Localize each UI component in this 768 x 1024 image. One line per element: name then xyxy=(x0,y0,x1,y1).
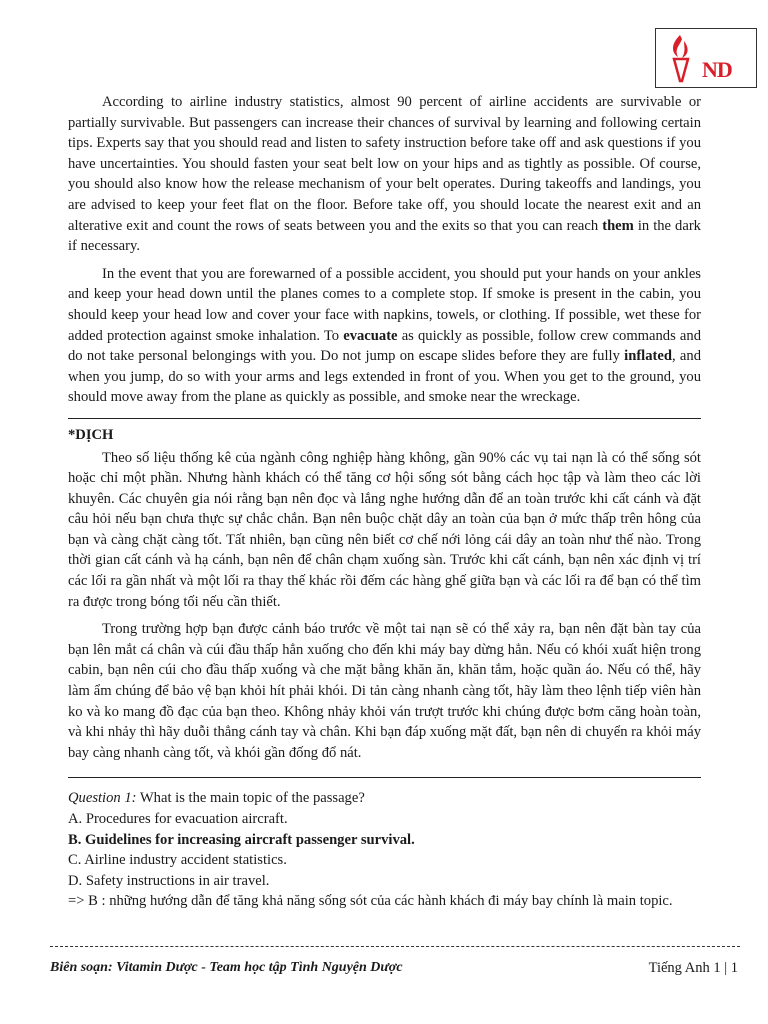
section-divider xyxy=(68,777,701,778)
keyword-inflated: inflated xyxy=(624,348,672,365)
option-a: A. Procedures for evacuation aircraft. xyxy=(68,811,288,827)
question-label: Question 1: xyxy=(68,790,137,807)
option-d: D. Safety instructions in air travel. xyxy=(68,872,270,889)
translation-heading: *DỊCH xyxy=(68,426,114,443)
keyword-them: them xyxy=(602,217,634,234)
logo xyxy=(655,28,757,88)
option-b-correct: B. Guidelines for increasing aircraft passenger survival. xyxy=(68,831,415,848)
passage-paragraph-2: In the event that you are forewarned of a possible accident, you should put your hands on your ankles and keep your head down until the planes comes to a complete stop. If smoke is present in the cabin, you should keep your head low and cover your face with napkins, towels, or clothing. If possible, wet these for added protection against smoke inhalation. To evacuate as quickly as possible, follow crew commands and do not take personal belongings with you. Do not jump on escape slides before they are fully inflated, and when you jump, do so with your arms and legs extended in front of you. When you get to the ground, you should move away from the plane as quickly as possible, and smoke near the wreckage. xyxy=(68,265,701,406)
logo-text: ND xyxy=(702,57,732,82)
keyword-evacuate: evacuate xyxy=(343,327,398,344)
translation-paragraph-1: Theo số liệu thống kê của ngành công nghiệp hàng không, gần 90% các vụ tai nạn là có thể sống sót hoặc chỉ một phần. Nhưng hành khách có thể tăng cơ hội sống sót bằng cách học tập và làm theo các lời khuyên. Các chuyên gia nói rằng bạn nên đọc và lắng nghe hướng dẫn để an toàn trước khi cất cánh và đặt câu hỏi nếu bạn chưa thực sự chắc chắn. Bạn nên buộc chặt dây an toàn của bạn ở mức thấp trên hông của bạn và càng chặt càng tốt. Tất nhiên, bạn cũng nên biết cơ chế nới lỏng cái dây an toàn như thế nào. Trong thời gian cất cánh và hạ cánh, bạn nên để chân chạm xuống sàn. Trước khi cất cánh, bạn nên xác định vị trí các lối ra gần nhất và một lối ra thay thế khác rồi đếm các hàng ghế giữa bạn và các lối ra để bạn có thể tìm ra được trong bóng tối nếu cần thiết. xyxy=(68,449,701,610)
footer-page-number: Tiếng Anh 1 | 1 xyxy=(648,960,738,976)
footer-divider xyxy=(50,946,740,947)
question-stem: Question 1: What is the main topic of the passage? xyxy=(68,790,365,807)
document-body xyxy=(68,92,701,912)
answer-explanation: => B : những hướng dẫn để tăng khả năng sống sót của các hành khách đi máy bay chính là main topic. xyxy=(68,893,673,910)
passage-paragraph-1: According to airline industry statistics, almost 90 percent of airline accidents are survivable or partially survivable. But passengers can increase their chances of survival by learning and following certain tips. Experts say that you should read and listen to safety instruction before take off and ask questions if you have uncertainties. You should fasten your seat belt low on your hips and as tightly as possible. Of course, you should also know how the release mechanism of your belt operates. During takeoffs and landings, you are advised to keep your feet flat on the floor. Before take off, you should locate the nearest exit and an alterative exit and count the rows of seats between you and the exits so that you can reach them in the dark if necessary. xyxy=(68,94,701,255)
footer-author: Biên soạn: Vitamin Dược - Team học tập Tình Nguyện Dược xyxy=(50,960,403,975)
translation-paragraph-2: Trong trường hợp bạn được cảnh báo trước về một tai nạn sẽ có thể xảy ra, bạn nên đặt bàn tay của bạn lên mắt cá chân và cúi đầu thấp hẳn xuống cho đến khi máy bay dừng hẳn. Nếu có khói xuất hiện trong cabin, bạn nên cúi cho đầu thấp xuống và che mặt bằng khăn ăn, khăn tắm, hoặc quần áo. Nếu có thể, hãy làm ẩm chúng để bảo vệ bạn khỏi hít phải khói. Di tản càng nhanh càng tốt, hãy làm theo lệnh tiếp viên hàn ko và ko mang đồ đạc của bạn theo. Không nhảy khỏi ván trượt trước khi chúng được bơm căng hoàn toàn, và khi nhảy thì hãy duỗi thẳng cánh tay và chân. Khi bạn đáp xuống mặt đất, bạn nên di chuyển ra khỏi máy bay càng nhanh càng tốt, và khói gần đống đổ nát. xyxy=(68,621,701,761)
section-divider xyxy=(68,418,701,419)
torch-icon xyxy=(660,31,704,85)
option-c: C. Airline industry accident statistics. xyxy=(68,852,287,869)
